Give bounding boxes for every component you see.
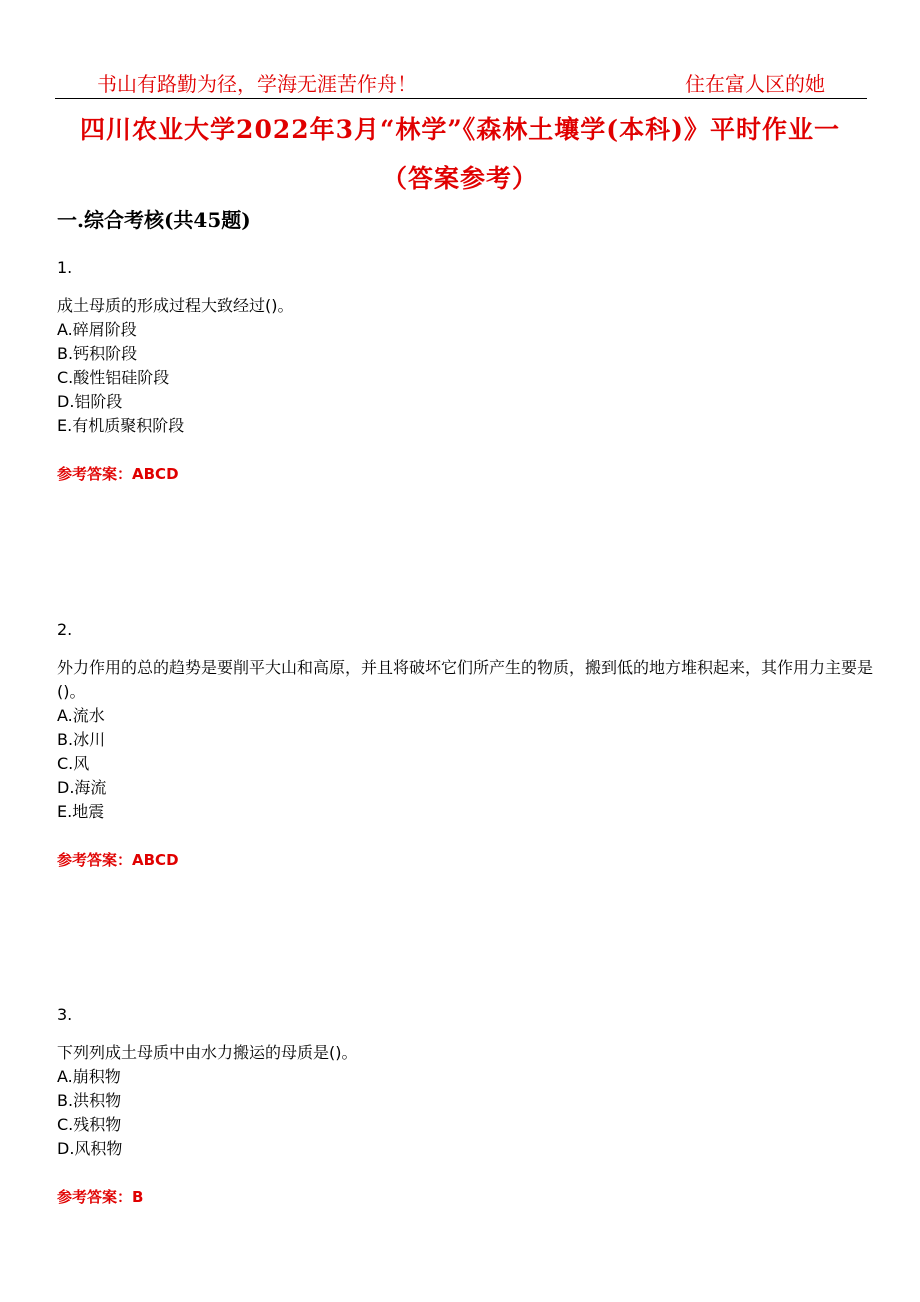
answer-label: 参考答案： xyxy=(57,1188,133,1206)
question-stem: 外力作用的总的趋势是要削平大山和高原，并且将破坏它们所产生的物质，搬到低的地方堆积起来，其作用力主要是()。 xyxy=(57,658,874,701)
header-motto-left: 书山有路勤为径，学海无涯苦作舟！ xyxy=(97,72,417,96)
option-c: C.风 xyxy=(57,754,90,773)
option-e: E.有机质聚积阶段 xyxy=(57,416,185,435)
answer-value: ABCD xyxy=(132,851,179,869)
answer-value: B xyxy=(132,1188,144,1206)
option-d: D.铝阶段 xyxy=(57,392,123,411)
page-header xyxy=(55,64,867,99)
option-d: D.风积物 xyxy=(57,1139,123,1158)
answer-line xyxy=(57,1185,887,1209)
option-c: C.酸性铝硅阶段 xyxy=(57,368,170,387)
option-c: C.残积物 xyxy=(57,1115,122,1134)
question-number: 1. xyxy=(57,258,73,277)
answer-label: 参考答案： xyxy=(57,851,133,869)
option-b: B.洪积物 xyxy=(57,1091,122,1110)
question-number: 3. xyxy=(57,1005,73,1024)
question-stem: 成土母质的形成过程大致经过()。 xyxy=(57,296,294,315)
question-2 xyxy=(57,618,887,872)
header-motto-right: 住在富人区的她 xyxy=(685,72,825,96)
option-e: E.地震 xyxy=(57,802,105,821)
option-a: A.崩积物 xyxy=(57,1067,121,1086)
question-3 xyxy=(57,1003,887,1209)
option-a: A.流水 xyxy=(57,706,105,725)
answer-line xyxy=(57,462,887,486)
document-title: 四川农业大学2022年3月“林学”《森林土壤学(本科)》平时作业一（答案参考） xyxy=(80,115,840,193)
option-b: B.钙积阶段 xyxy=(57,344,138,363)
question-1 xyxy=(57,256,887,486)
answer-line xyxy=(57,848,887,872)
question-stem: 下列列成土母质中由水力搬运的母质是()。 xyxy=(57,1043,358,1062)
answer-label: 参考答案： xyxy=(57,465,133,483)
question-number: 2. xyxy=(57,620,73,639)
answer-value: ABCD xyxy=(132,465,179,483)
section-heading: 一.综合考核(共45题) xyxy=(57,208,251,232)
option-a: A.碎屑阶段 xyxy=(57,320,137,339)
option-d: D.海流 xyxy=(57,778,107,797)
option-b: B.冰川 xyxy=(57,730,106,749)
